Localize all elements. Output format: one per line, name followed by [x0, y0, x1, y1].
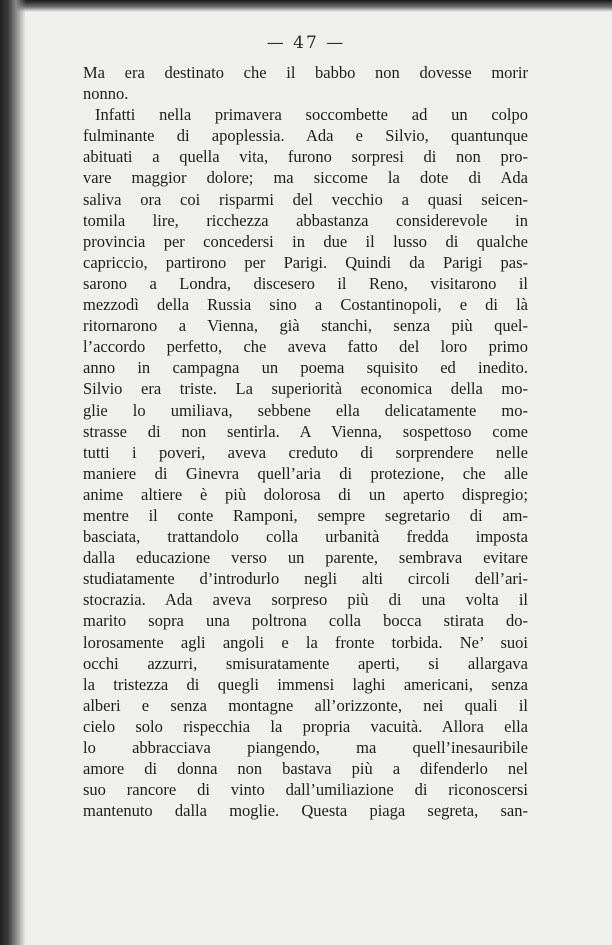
text-line: nonno.	[83, 84, 129, 104]
text-line: suo rancore di vinto dall’umiliazione di riconoscersi	[83, 780, 528, 800]
text-line: mantenuto dalla moglie. Questa piaga segreta, san-	[83, 801, 528, 821]
text-line: studiatamente d’introdurlo negli alti circoli dell’ari-	[83, 569, 528, 589]
text-line: mentre il conte Ramponi, sempre segretario di am-	[83, 505, 528, 525]
scan-binding-shadow	[0, 0, 26, 945]
text-line: ritornarono a Vienna, già stanchi, senza più quel-	[83, 316, 528, 336]
text-line: lorosamente agli angoli e la fronte torbida. Ne’ suoi	[83, 632, 528, 652]
text-line: tutti i poveri, aveva creduto di sorprendere nelle	[83, 442, 528, 462]
text-line: glie lo umiliava, sebbene ella delicatamente mo-	[83, 400, 528, 420]
text-line: la tristezza di quegli immensi laghi americani, senza	[83, 674, 528, 694]
text-line: abituati a quella vita, furono sorpresi di non pro-	[83, 147, 528, 167]
text-line: occhi azzurri, smisuratamente aperti, si allargava	[83, 653, 528, 673]
text-line: fulminante di apoplessia. Ada e Silvio, quantunque	[83, 126, 528, 146]
text-line: l’accordo perfetto, che aveva fatto del loro primo	[83, 337, 528, 357]
text-line: dalla educazione verso un parente, sembrava evitare	[83, 548, 528, 568]
text-line: basciata, trattandolo colla urbanità fredda imposta	[83, 527, 528, 547]
text-line: provincia per concedersi in due il lusso di qualche	[83, 231, 528, 251]
text-line: maniere di Ginevra quell’aria di protezione, che alle	[83, 463, 528, 483]
text-line: saliva ora coi risparmi del vecchio a quasi seicen-	[83, 189, 528, 209]
text-line: anno in campagna un poema squisito ed inedito.	[83, 358, 528, 378]
text-line: vare maggior dolore; ma siccome la dote di Ada	[83, 168, 528, 188]
text-line: marito sopra una poltrona colla bocca stirata do-	[83, 611, 528, 631]
page-number: — 47 —	[266, 33, 346, 53]
text-line: sarono a Londra, discesero il Reno, visitarono il	[83, 273, 528, 293]
scan-top-edge	[0, 0, 612, 12]
text-line: capriccio, partirono per Parigi. Quindi da Parigi pas-	[83, 252, 528, 272]
text-line: stocrazia. Ada aveva sorpreso più di una volta il	[83, 590, 528, 610]
text-line: amore di donna non bastava più a difenderlo nel	[83, 759, 528, 779]
text-line: strasse di non sentirla. A Vienna, sospettoso come	[83, 421, 528, 441]
text-line: Silvio era triste. La superiorità economica della mo-	[83, 379, 528, 399]
text-line: cielo solo rispecchia la propria vacuità. Allora ella	[83, 716, 528, 736]
text-line: Infatti nella primavera soccombette ad un colpo	[95, 105, 528, 125]
text-line: mezzodì della Russia sino a Costantinopoli, e di là	[83, 295, 528, 315]
text-line: Ma era destinato che il babbo non dovesse morir	[83, 63, 528, 82]
body-text	[83, 62, 528, 821]
text-line: tomila lire, ricchezza abbastanza considerevole in	[83, 210, 528, 230]
text-line: anime altiere è più dolorosa di un aperto dispregio;	[83, 484, 528, 504]
text-line: alberi e senza montagne all’orizzonte, nei quali il	[83, 695, 528, 715]
text-line: lo abbracciava piangendo, ma quell’inesauribile	[83, 738, 528, 757]
